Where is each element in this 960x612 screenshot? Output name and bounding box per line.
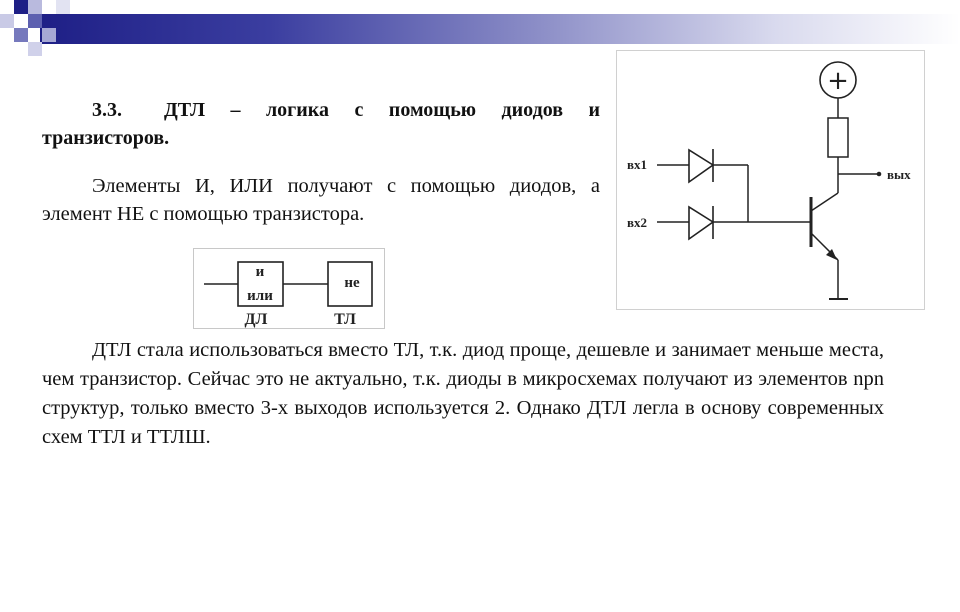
main-paragraph: ДТЛ стала использоваться вместо ТЛ, т.к. диод проще, дешевле и занимает меньше места, чем транзистор. Сейчас это не актуально, т.к. диоды в микросхемах получают из элементов npn структур, только вместо 3-х выходов используется 2. Однако ДТЛ легла в основу современных схем ТТЛ и ТТЛШ. <box>42 339 884 448</box>
intro-paragraph: Элементы И, ИЛИ получают с помощью диодов, а элемент НЕ с помощью транзистора. <box>42 175 600 225</box>
gate1-label-or: или <box>247 288 273 304</box>
output-label: вых <box>887 167 911 182</box>
diode-logic-label: ДЛ <box>244 311 268 328</box>
section-number: 3.3. <box>92 99 122 121</box>
diode-2-icon <box>689 207 713 239</box>
decor-square <box>42 28 56 42</box>
decor-square <box>28 42 42 56</box>
section-title: ДТЛ – логика с помощью диодов и транзисторов. <box>42 99 600 149</box>
logic-block-diagram <box>193 248 385 329</box>
header-gradient-bar <box>40 14 960 44</box>
input2-label: вх2 <box>627 215 648 230</box>
decor-square <box>0 14 14 28</box>
supply-plus-sign: + <box>827 66 849 96</box>
dtl-circuit-schematic <box>616 50 925 310</box>
decor-square <box>14 0 28 14</box>
decor-square <box>28 14 42 28</box>
gate1-label-and: и <box>255 264 265 280</box>
transistor-logic-label: ТЛ <box>334 311 356 328</box>
decor-square <box>28 0 42 14</box>
gate2-label-not: не <box>344 275 360 291</box>
input1-label: вх1 <box>627 157 648 172</box>
decor-square <box>56 0 70 14</box>
decor-square <box>14 28 28 42</box>
resistor-icon <box>828 118 848 157</box>
diode-1-icon <box>689 150 713 182</box>
section-heading <box>42 96 600 152</box>
